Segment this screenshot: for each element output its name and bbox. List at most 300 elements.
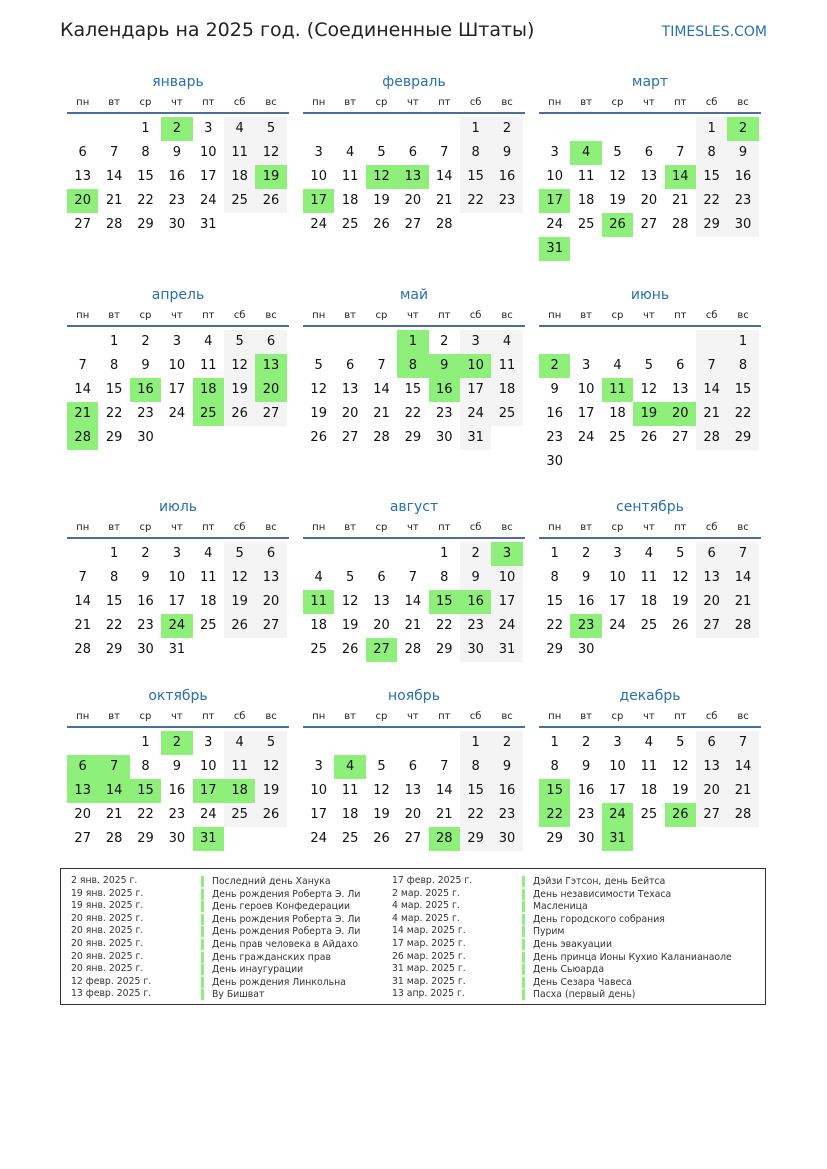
day-cell: 15 [696,165,727,189]
day-cell: 23 [577,807,595,822]
empty-cell [602,330,633,354]
holiday-day-cell: 7 [98,755,129,779]
day-cell: 12 [341,594,359,609]
day-cell: 26 [671,618,689,633]
day-grid [303,728,525,851]
weekday-label: вт [108,522,120,533]
holiday-day-cell: 15 [130,779,161,803]
empty-cell [633,330,664,354]
holiday-day-cell: 27 [366,638,397,662]
day-cell: 8 [109,358,119,373]
empty-cell [303,542,334,566]
day-cell: 17 [199,169,217,184]
day-cell: 19 [373,807,390,822]
month-name: июль [158,499,198,515]
day-cell: 19 [255,779,286,803]
holiday-name: День рождения Роберта Э. Ли [201,926,360,937]
weekday-header [539,307,761,327]
day-cell: 6 [696,542,727,566]
day-cell: 8 [550,759,559,774]
day-cell: 13 [74,169,91,184]
day-cell: 28 [373,430,390,445]
weekday-header [303,94,525,114]
day-cell: 14 [727,755,758,779]
day-cell: 28 [435,217,453,232]
holiday-date: 4 мар. 2025 г. [392,900,460,912]
day-cell: 12 [224,354,255,378]
empty-cell [334,330,365,354]
day-cell: 1 [141,735,150,750]
weekday-label: ср [611,711,624,722]
holiday-name: День рождения Линкольна [201,977,346,988]
day-cell: 2 [581,546,591,561]
empty-cell [67,542,98,566]
day-cell: 28 [105,217,123,232]
month-name: сентябрь [616,499,684,515]
day-cell: 14 [727,566,758,590]
day-cell: 15 [727,378,758,402]
holiday-name: День эвакуации [522,939,612,950]
day-cell: 25 [640,807,658,822]
day-cell: 22 [404,406,422,421]
weekday-header [67,307,289,327]
day-cell: 26 [310,430,327,445]
empty-cell [303,731,334,755]
day-cell: 23 [137,618,154,633]
holiday-day-cell: 25 [193,402,224,426]
empty-cell [397,542,428,566]
month-2 [303,72,525,237]
holiday-row [71,963,401,976]
empty-cell [366,731,397,755]
holiday-day-cell: 15 [539,779,570,803]
day-cell: 3 [460,330,491,354]
day-cell: 12 [255,755,286,779]
day-cell: 9 [550,382,559,397]
day-cell: 15 [460,165,491,189]
weekday-label: вс [737,310,749,321]
weekday-label: вт [108,97,120,108]
day-cell: 16 [491,165,522,189]
day-grid [303,327,525,450]
day-cell: 22 [137,807,154,822]
day-cell: 1 [440,546,449,561]
day-cell: 28 [671,217,689,232]
holiday-day-cell: 16 [460,590,491,614]
day-cell: 3 [581,358,591,373]
day-cell: 30 [435,430,453,445]
day-cell: 1 [550,735,559,750]
day-cell: 26 [373,217,390,232]
holiday-date: 20 янв. 2025 г. [71,963,144,975]
day-cell: 29 [727,426,758,450]
weekday-label: чт [643,711,655,722]
day-cell: 3 [613,546,622,561]
month-12 [539,686,761,851]
day-cell: 5 [255,117,286,141]
day-cell: 3 [204,121,213,136]
empty-cell [429,117,460,141]
day-cell: 4 [644,735,653,750]
holiday-day-cell: 13 [67,779,98,803]
day-cell: 23 [137,406,154,421]
day-cell: 21 [373,406,390,421]
holiday-day-cell: 1 [397,330,428,354]
day-cell: 17 [491,590,522,614]
holiday-date: 4 мар. 2025 г. [392,912,460,924]
day-cell: 18 [491,378,522,402]
weekday-label: ср [139,97,152,108]
holiday-day-cell: 12 [366,165,397,189]
holiday-date: 17 февр. 2025 г. [392,875,473,886]
day-cell: 9 [172,145,181,160]
day-cell: 23 [546,430,563,445]
day-cell: 5 [224,542,255,566]
empty-cell [98,731,129,755]
day-cell: 1 [727,330,758,354]
day-cell: 23 [727,189,758,213]
holiday-date: 20 янв. 2025 г. [71,925,144,937]
holiday-name: Дэйзи Гэтсон, день Бейтса [522,876,665,887]
day-grid [539,114,761,261]
day-cell: 17 [609,594,626,609]
day-cell: 19 [609,193,626,208]
day-cell: 29 [105,642,123,657]
day-cell: 7 [727,542,758,566]
empty-cell [633,117,664,141]
day-cell: 18 [199,594,217,609]
holiday-date: 31 мар. 2025 г. [392,975,466,987]
day-cell: 29 [696,213,727,237]
day-cell: 14 [696,378,727,402]
holiday-row [71,951,401,964]
holiday-date: 12 февр. 2025 г. [71,975,152,987]
weekday-label: ср [375,97,388,108]
day-cell: 20 [696,779,727,803]
holiday-day-cell: 2 [161,731,192,755]
holiday-row [71,913,401,926]
weekday-label: вт [580,310,592,321]
day-cell: 1 [550,546,559,561]
day-cell: 22 [460,803,491,827]
empty-cell [429,731,460,755]
holiday-day-cell: 13 [397,165,428,189]
weekday-header [303,307,525,327]
day-cell: 13 [404,783,422,798]
day-cell: 21 [727,779,758,803]
weekday-label: пт [202,711,215,722]
holiday-date: 20 янв. 2025 г. [71,912,144,924]
day-cell: 30 [137,430,154,445]
day-cell: 21 [105,807,123,822]
holiday-day-cell: 31 [539,237,570,261]
weekday-label: ср [139,711,152,722]
day-cell: 7 [440,759,449,774]
holiday-day-cell: 22 [539,803,570,827]
day-cell: 7 [78,358,87,373]
holiday-row [392,875,722,888]
day-cell: 25 [640,618,658,633]
day-cell: 5 [224,330,255,354]
holiday-name: День принца Ионы Кухио Каланианаоле [522,952,732,963]
day-cell: 1 [460,731,491,755]
day-cell: 15 [546,594,563,609]
day-cell: 24 [491,614,522,638]
day-cell: 23 [435,406,453,421]
holiday-day-cell: 17 [539,189,570,213]
day-cell: 7 [78,570,87,585]
day-cell: 14 [373,382,390,397]
holiday-name: Ву Бишват [201,989,264,1000]
month-1 [67,72,289,237]
holiday-row [71,925,401,938]
empty-cell [665,117,696,141]
day-cell: 22 [696,189,727,213]
day-cell: 22 [435,618,453,633]
weekday-label: пт [438,711,451,722]
holiday-date: 13 апр. 2025 г. [392,988,465,1000]
holiday-day-cell: 28 [429,827,460,851]
day-cell: 7 [377,358,386,373]
holiday-date: 19 янв. 2025 г. [71,900,144,912]
holiday-day-cell: 4 [570,141,601,165]
day-cell: 8 [696,141,727,165]
weekday-label: сб [469,711,482,722]
day-cell: 27 [341,430,359,445]
day-cell: 16 [137,594,154,609]
day-cell: 28 [404,642,422,657]
empty-cell [67,117,98,141]
day-cell: 14 [105,169,123,184]
empty-cell [539,330,570,354]
day-cell: 27 [74,217,91,232]
day-cell: 9 [172,759,181,774]
weekday-label: сб [233,711,246,722]
day-cell: 31 [491,638,522,662]
day-cell: 12 [224,566,255,590]
empty-cell [366,117,397,141]
holiday-row [392,925,722,938]
weekday-label: вс [265,97,277,108]
day-cell: 27 [696,614,727,638]
month-name: июнь [630,287,670,303]
day-cell: 10 [310,783,327,798]
day-grid [303,114,525,237]
weekday-label: чт [407,522,419,533]
day-cell: 9 [141,570,150,585]
holiday-row [71,900,401,913]
empty-cell [397,117,428,141]
weekday-label: вт [344,711,356,722]
weekday-header [539,708,761,728]
day-cell: 11 [224,141,255,165]
month-6 [539,285,761,474]
day-cell: 24 [310,217,327,232]
day-cell: 9 [727,141,758,165]
day-cell: 3 [314,145,323,160]
holiday-day-cell: 11 [303,590,334,614]
day-cell: 25 [491,402,522,426]
weekday-label: сб [233,310,246,321]
day-cell: 3 [314,759,323,774]
day-cell: 6 [377,570,386,585]
holiday-day-cell: 20 [665,402,696,426]
day-cell: 10 [609,570,626,585]
day-cell: 24 [199,193,217,208]
holiday-row [392,913,722,926]
day-cell: 1 [460,117,491,141]
day-cell: 13 [341,382,359,397]
day-cell: 2 [440,334,449,349]
brand-link[interactable]: TIMESLES.COM [661,24,767,40]
weekday-label: чт [171,711,183,722]
day-cell: 27 [404,217,422,232]
day-cell: 7 [440,145,449,160]
weekday-label: ср [375,711,388,722]
day-cell: 5 [644,358,653,373]
holiday-day-cell: 16 [130,378,161,402]
day-cell: 4 [224,117,255,141]
weekday-label: сб [705,97,718,108]
day-cell: 11 [224,755,255,779]
day-cell: 15 [105,382,123,397]
weekday-header [539,519,761,539]
page-title: Календарь на 2025 год. (Соединенные Штаты) [60,19,535,41]
day-cell: 24 [199,807,217,822]
month-9 [539,497,761,662]
day-cell: 29 [404,430,422,445]
weekday-label: пт [674,97,687,108]
empty-cell [334,542,365,566]
day-cell: 4 [314,570,323,585]
day-cell: 4 [345,145,355,160]
weekday-header [303,519,525,539]
day-cell: 19 [671,594,689,609]
holiday-row [71,988,401,1001]
day-cell: 5 [377,759,386,774]
weekday-label: пт [202,310,215,321]
day-cell: 27 [671,430,689,445]
holiday-day-cell: 24 [602,803,633,827]
holiday-day-cell: 9 [429,354,460,378]
holiday-date: 2 мар. 2025 г. [392,887,460,899]
empty-cell [570,330,601,354]
month-name: октябрь [148,688,208,704]
day-cell: 5 [676,546,685,561]
day-cell: 22 [105,618,123,633]
day-cell: 19 [310,406,327,421]
day-cell: 3 [172,334,181,349]
day-cell: 30 [546,454,563,469]
day-cell: 20 [404,193,422,208]
holiday-day-cell: 17 [193,779,224,803]
day-cell: 11 [491,354,522,378]
day-cell: 3 [613,735,622,750]
holiday-day-cell: 14 [98,779,129,803]
weekday-label: вт [108,310,120,321]
holiday-row [392,938,722,951]
weekday-label: пн [76,310,90,321]
day-cell: 27 [404,831,422,846]
day-cell: 17 [460,378,491,402]
weekday-label: ср [375,310,388,321]
day-cell: 8 [460,141,491,165]
day-cell: 9 [141,358,150,373]
weekday-label: чт [407,97,419,108]
day-cell: 30 [727,213,758,237]
day-cell: 16 [168,169,186,184]
month-8 [303,497,525,662]
weekday-label: чт [171,522,183,533]
weekday-label: чт [643,97,655,108]
weekday-label: чт [171,97,183,108]
day-cell: 17 [168,594,186,609]
holiday-day-cell: 21 [67,402,98,426]
weekday-label: ср [139,310,152,321]
day-cell: 20 [255,590,286,614]
day-cell: 25 [310,642,327,657]
holiday-day-cell: 20 [255,378,286,402]
day-cell: 12 [640,382,658,397]
weekday-header [67,94,289,114]
holiday-name: День независимости Техаса [522,889,671,900]
holiday-day-cell: 24 [161,614,192,638]
day-cell: 25 [341,831,359,846]
weekday-label: пн [312,711,326,722]
day-cell: 31 [168,642,186,657]
day-cell: 6 [696,731,727,755]
holiday-row [392,976,722,989]
day-cell: 5 [377,145,386,160]
day-cell: 30 [577,831,595,846]
day-cell: 6 [78,145,87,160]
day-cell: 3 [550,145,559,160]
day-cell: 28 [727,614,758,638]
holiday-day-cell: 8 [397,354,428,378]
day-cell: 4 [204,334,213,349]
day-cell: 13 [696,755,727,779]
day-cell: 2 [491,731,522,755]
empty-cell [366,542,397,566]
day-cell: 4 [491,330,522,354]
day-cell: 9 [491,141,522,165]
weekday-label: вт [344,310,356,321]
day-cell: 28 [74,642,91,657]
holiday-day-cell: 11 [602,378,633,402]
day-cell: 2 [491,117,522,141]
day-cell: 22 [546,618,563,633]
weekday-label: вс [501,310,513,321]
month-name: август [389,499,439,515]
day-cell: 6 [408,145,417,160]
month-10 [67,686,289,851]
day-cell: 8 [727,354,758,378]
day-cell: 8 [460,755,491,779]
day-cell: 4 [224,731,255,755]
weekday-label: вс [737,522,749,533]
weekday-label: вт [580,522,592,533]
holiday-row [71,938,401,951]
weekday-label: вт [344,522,356,533]
day-cell: 8 [109,570,119,585]
empty-cell [98,117,129,141]
day-cell: 8 [141,759,150,774]
day-cell: 7 [408,570,417,585]
weekday-label: сб [469,97,482,108]
weekday-label: вс [501,522,513,533]
month-4 [67,285,289,450]
holiday-date: 26 мар. 2025 г. [392,950,466,962]
